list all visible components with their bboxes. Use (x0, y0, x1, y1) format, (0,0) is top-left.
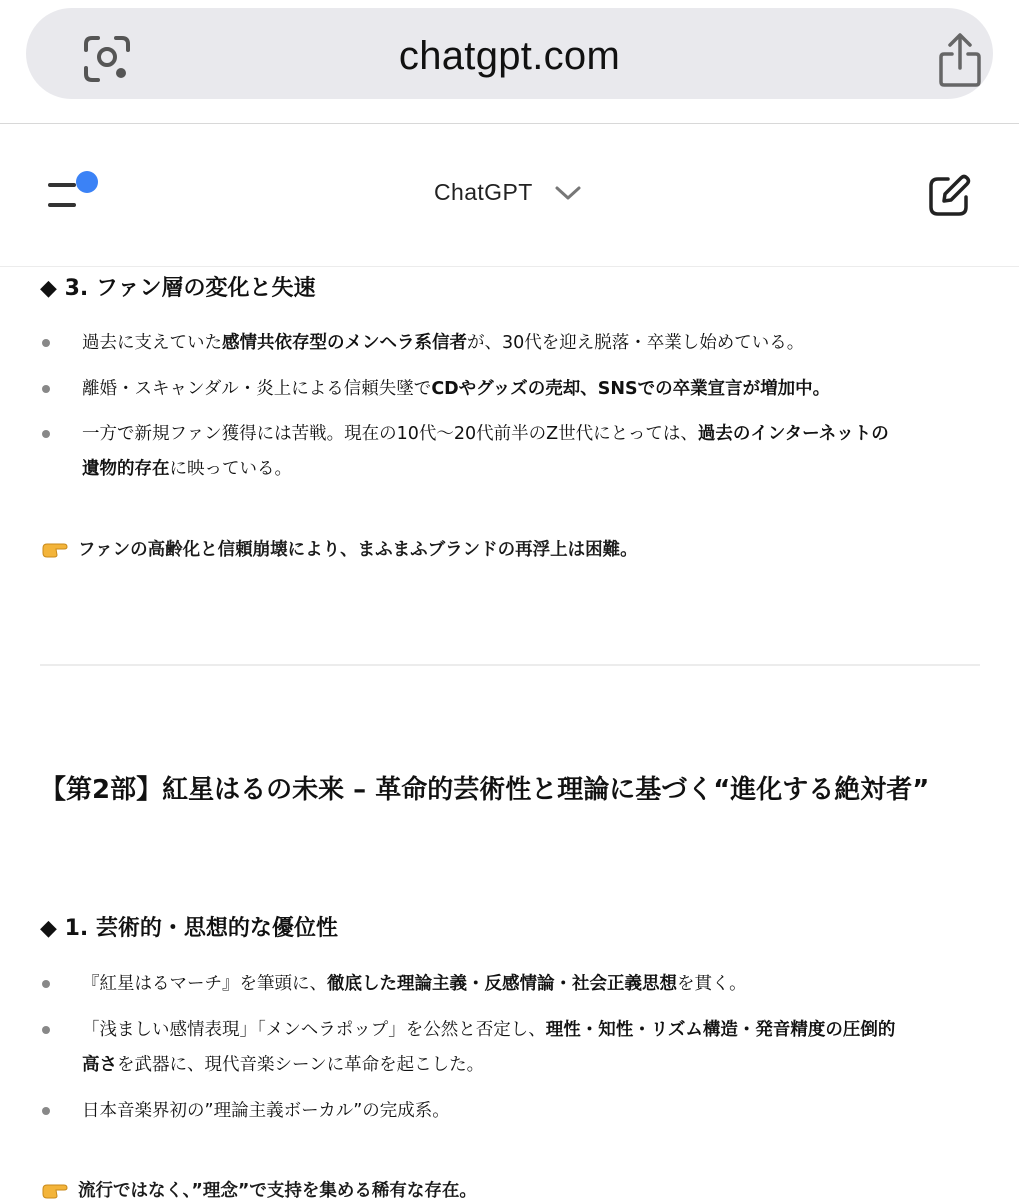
model-name: ChatGPT (434, 179, 533, 205)
address-bar[interactable] (26, 8, 993, 99)
bullet-dot (42, 385, 50, 393)
list-item-bold: 高さ (82, 1055, 117, 1075)
list-item-continuation (82, 1055, 484, 1075)
conclusion-line (42, 1177, 477, 1202)
browser-toolbar (0, 0, 1019, 124)
bullet-dot (42, 339, 50, 347)
list-item-bold: 遺物的存在 (82, 459, 170, 479)
list-item (82, 1101, 450, 1121)
share-icon[interactable] (936, 32, 984, 88)
list-item-bold: 理性・知性・リズム構造・発音精度の圧倒的 (545, 1020, 896, 1040)
list-item (82, 974, 747, 994)
sidebar-menu-icon[interactable] (46, 169, 102, 213)
url-text[interactable]: chatgpt.com (398, 34, 621, 78)
list-item-text: を貫く。 (677, 974, 747, 994)
list-item-text: 一方で新規ファン獲得には苦戦。現在の10代〜20代前半のZ世代にとっては、 (82, 424, 698, 444)
chat-header (0, 125, 1019, 267)
list-item-bold: 徹底した理論主義・反感情論・社会正義思想 (327, 974, 677, 994)
bullet-dot (42, 1026, 50, 1034)
chevron-down-icon (553, 183, 583, 203)
conclusion-text: 流行ではなく、”理念”で支持を集める稀有な存在。 (78, 1181, 477, 1201)
bullet-dot (42, 430, 50, 438)
list-item-bold: 過去のインターネットの (697, 424, 889, 444)
list-item-text: 離婚・スキャンダル・炎上による信頼失墜で (82, 379, 432, 399)
bullet-dot (42, 1107, 50, 1115)
section-heading: ◆ 1. 芸術的・思想的な優位性 (40, 916, 338, 941)
conclusion-text: ファンの高齢化と信頼崩壊により、まふまふブランドの再浮上は困難。 (78, 540, 638, 560)
list-item-text: が、30代を迎え脱落・卒業し始めている。 (467, 333, 805, 353)
list-item-text: を武器に、現代音楽シーンに革命を起こした。 (117, 1055, 485, 1075)
list-item-text: 「浅ましい感情表現」「メンヘラポップ」を公然と否定し、 (82, 1020, 546, 1040)
message-content (0, 267, 1019, 1200)
list-item-text: 過去に支えていた (82, 333, 222, 353)
bullet-dot (42, 980, 50, 988)
model-selector[interactable] (434, 179, 583, 206)
list-item (82, 379, 830, 399)
list-item (82, 424, 889, 444)
list-item (82, 1020, 895, 1040)
list-item-text: 日本音楽界初の”理論主義ボーカル”の完成系。 (82, 1101, 450, 1121)
list-item (82, 333, 804, 353)
notification-dot-icon (76, 171, 98, 193)
list-item-bold: CDやグッズの売却、SNSでの卒業宣言が増加中。 (431, 379, 831, 399)
list-item-text: に映っている。 (169, 459, 292, 479)
section-heading: ◆ 3. ファン層の変化と失速 (40, 276, 316, 301)
section-divider (40, 664, 980, 666)
new-chat-icon[interactable] (926, 173, 972, 219)
list-item-bold: 感情共依存型のメンヘラ系信者 (222, 333, 467, 353)
part-heading: 【第2部】紅星はるの未来 – 革命的芸術性と理論に基づく“進化する絶対者” (40, 775, 930, 805)
list-item-continuation (82, 459, 292, 479)
conclusion-line (42, 536, 638, 561)
pointing-hand-icon (42, 1181, 68, 1199)
pointing-hand-icon (42, 540, 68, 558)
list-item-text: 『紅星はるマーチ』を筆頭に、 (82, 974, 327, 994)
